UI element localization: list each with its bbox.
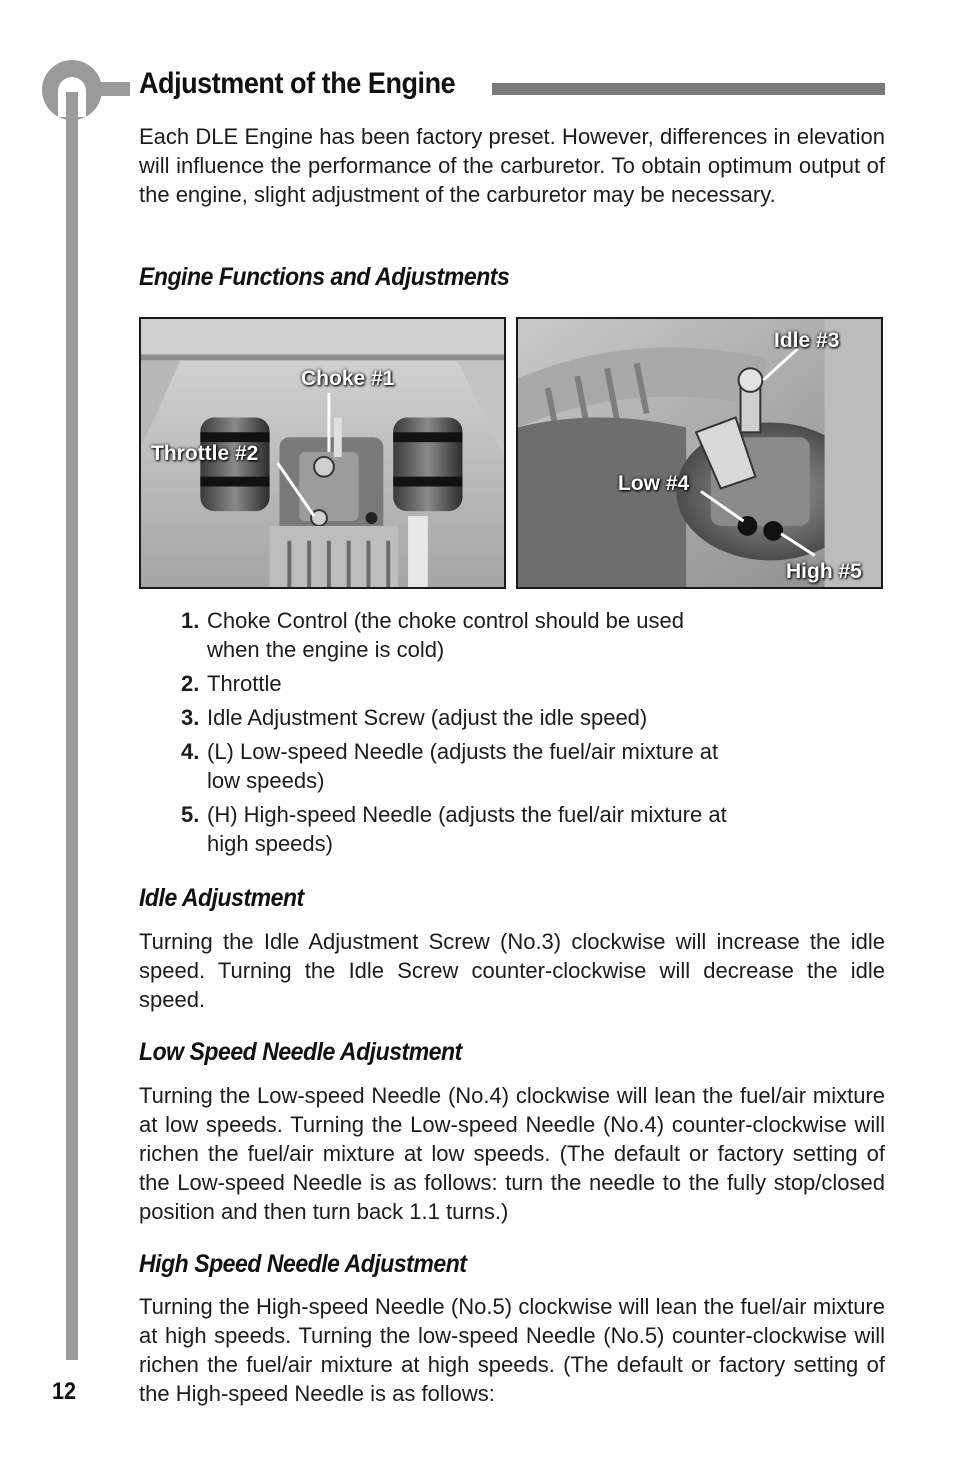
section-hook-join: [66, 92, 78, 122]
list-item: 4. (L) Low-speed Needle (adjusts the fuel/air mixture at low speeds): [181, 739, 719, 793]
high-speed-paragraph: Turning the High-speed Needle (No.5) clockwise will lean the fuel/air mixture at high speeds. Turning the low-speed Needle (No.5) counter-clockwise will richen the fuel/air mixture at high speeds. (The default or factory setting of the High-speed Needle is as follows:: [139, 1294, 885, 1406]
section-hook-tail: [100, 82, 130, 96]
title-rule: [492, 83, 885, 95]
intro-paragraph: Each DLE Engine has been factory preset. However, differences in elevation will influence the performance of the carburetor. To obtain optimum output of the engine, slight adjustment of the carburetor may be necessary.: [139, 124, 885, 207]
list-item: 1. Choke Control (the choke control should be used when the engine is cold): [181, 608, 684, 662]
low-speed-paragraph: Turning the Low-speed Needle (No.4) clockwise will lean the fuel/air mixture at low speeds. Turning the Low-speed Needle (No.4) counter-clockwise will richen the fuel/air mixture at low speeds. (The default or factory setting of the Low-speed Needle is as follows: turn the needle to the fully stop/closed position and then turn back 1.1 turns.): [139, 1083, 885, 1224]
list-item: 3. Idle Adjustment Screw (adjust the idle speed): [181, 705, 648, 730]
throttle-label: Throttle #2: [151, 442, 259, 465]
idle-heading: Idle Adjustment: [139, 884, 304, 912]
idle-paragraph: Turning the Idle Adjustment Screw (No.3) clockwise will increase the idle speed. Turning the Idle Screw counter-clockwise will decrease the idle speed.: [139, 929, 885, 1012]
low-label: Low #4: [618, 472, 690, 495]
low-speed-heading: Low Speed Needle Adjustment: [139, 1038, 462, 1066]
margin-rail: [66, 96, 78, 1360]
idle-label: Idle #3: [774, 329, 840, 352]
functions-list: [181, 606, 741, 863]
page-title: Adjustment of the Engine: [139, 67, 456, 100]
carburetor-photo-right: [516, 317, 883, 589]
choke-label: Choke #1: [301, 367, 395, 390]
carburetor-photo-left: [139, 317, 506, 589]
list-item: 5. (H) High-speed Needle (adjusts the fuel/air mixture at high speeds): [181, 802, 727, 856]
page-number: 12: [52, 1378, 77, 1405]
carburetor-photo-right-image: [518, 319, 881, 587]
list-item: 2. Throttle: [181, 671, 282, 696]
high-speed-heading: High Speed Needle Adjustment: [139, 1250, 467, 1278]
functions-heading: Engine Functions and Adjustments: [139, 263, 510, 291]
high-label: High #5: [786, 560, 862, 583]
